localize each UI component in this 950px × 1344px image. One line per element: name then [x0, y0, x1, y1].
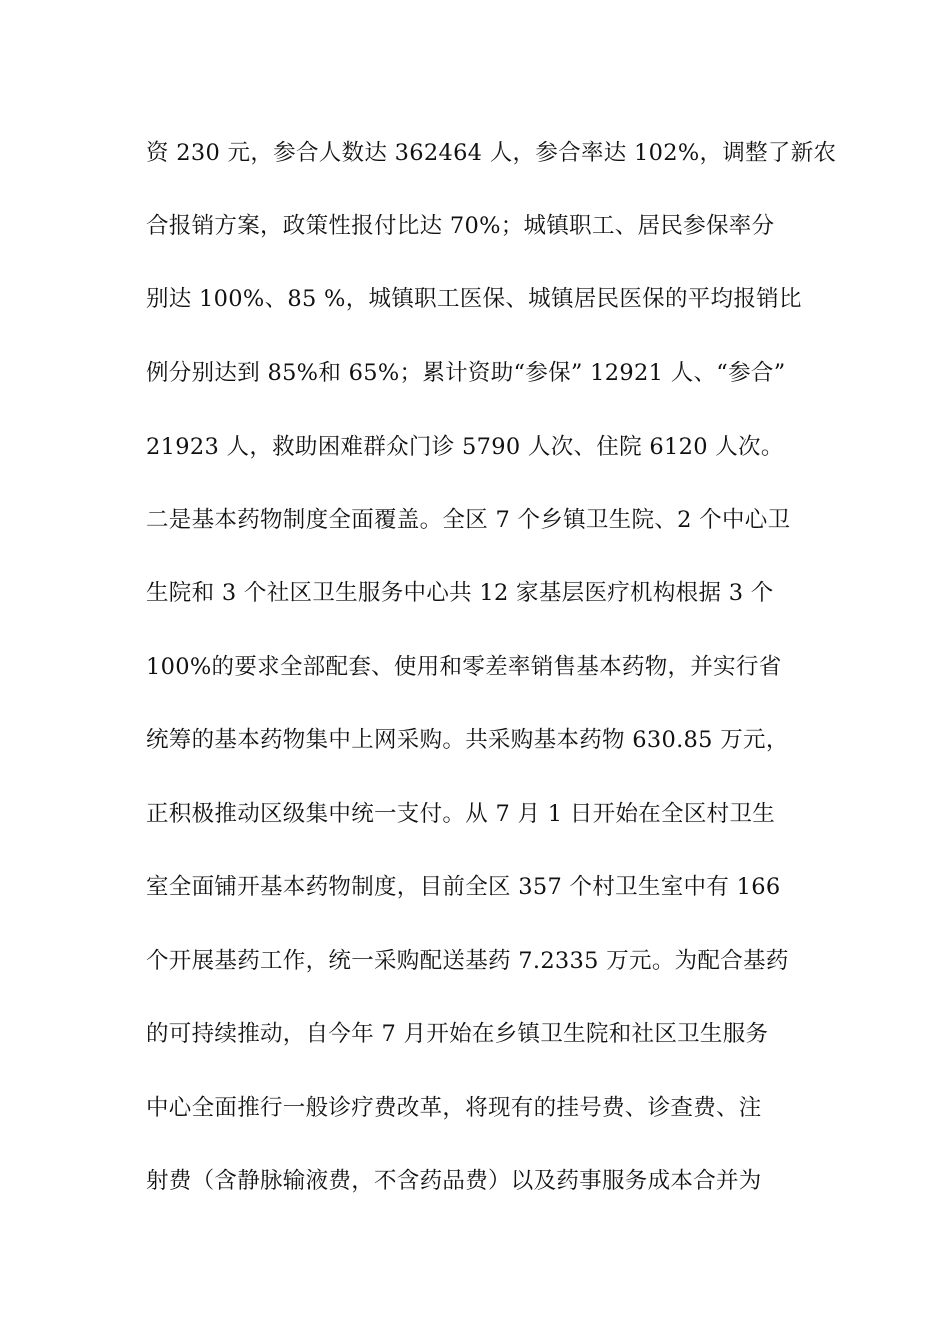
text-line: 别达 100%、85 %，城镇职工医保、城镇居民医保的平均报销比	[146, 286, 802, 312]
text-line: 中心全面推行一般诊疗费改革，将现有的挂号费、诊查费、注	[146, 1095, 762, 1121]
paragraph-start-line: 二是基本药物制度全面覆盖。全区 7 个乡镇卫生院、2 个中心卫	[146, 507, 791, 533]
text-line: 统筹的基本药物集中上网采购。共采购基本药物 630.85 万元，	[146, 727, 789, 753]
text-line: 射费（含静脉输液费，不含药品费）以及药事服务成本合并为	[146, 1168, 762, 1194]
text-line: 21923 人，救助困难群众门诊 5790 人次、住院 6120 人次。	[146, 434, 784, 460]
text-line: 的可持续推动，自今年 7 月开始在乡镇卫生院和社区卫生服务	[146, 1021, 769, 1047]
text-line: 生院和 3 个社区卫生服务中心共 12 家基层医疗机构根据 3 个	[146, 580, 774, 606]
text-line: 资 230 元，参合人数达 362464 人，参合率达 102%，调整了新农	[146, 140, 837, 166]
text-line: 合报销方案，政策性报付比达 70%；城镇职工、居民参保率分	[146, 213, 775, 239]
text-line: 个开展基药工作，统一采购配送基药 7.2335 万元。为配合基药	[146, 948, 789, 974]
text-line: 100%的要求全部配套、使用和零差率销售基本药物，并实行省	[146, 654, 782, 680]
text-line: 例分别达到 85%和 65%；累计资助“参保” 12921 人、“参合”	[146, 360, 786, 386]
text-line: 正积极推动区级集中统一支付。从 7 月 1 日开始在全区村卫生	[146, 801, 776, 827]
text-line: 室全面铺开基本药物制度，目前全区 357 个村卫生室中有 166	[146, 874, 781, 900]
